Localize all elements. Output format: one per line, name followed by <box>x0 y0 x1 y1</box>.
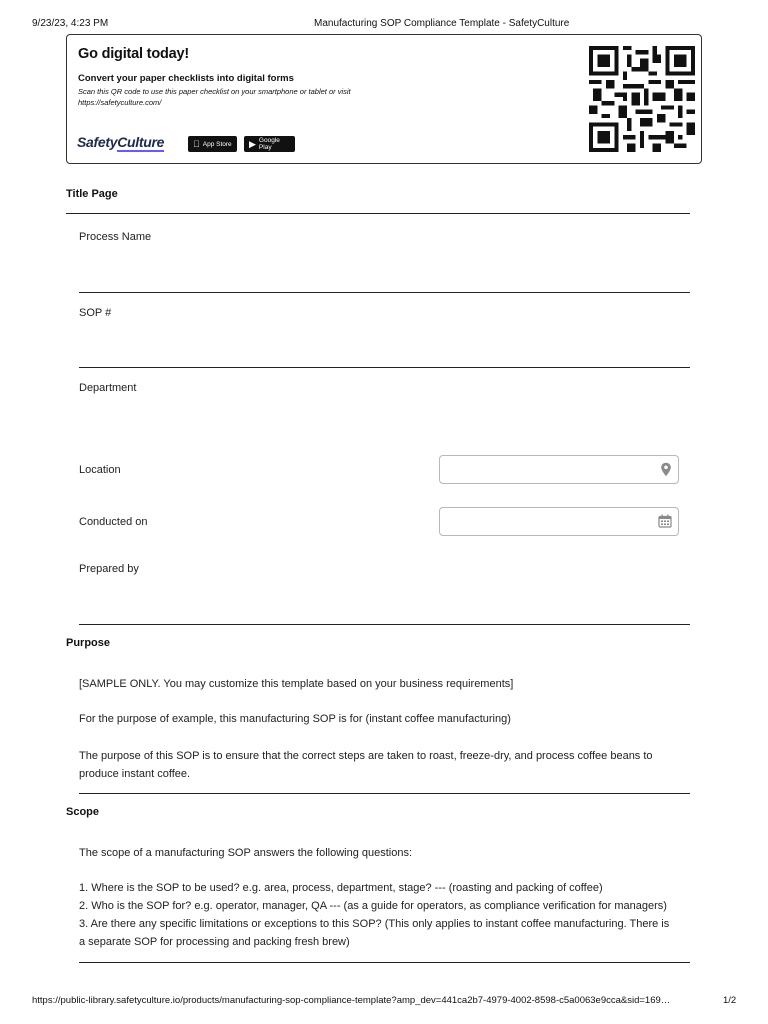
scope-question-2: 2. Who is the SOP for? e.g. operator, manager, QA --- (as a guide for operators, as compliance verification for managers) <box>79 900 667 912</box>
page-title: Manufacturing SOP Compliance Template - SafetyCulture <box>314 18 570 29</box>
conducted-on-label: Conducted on <box>79 516 148 528</box>
purpose-desc-line2: produce instant coffee. <box>79 768 191 780</box>
banner-description <box>78 86 408 108</box>
app-store-badge[interactable] <box>188 136 237 152</box>
prepared-by-label: Prepared by <box>79 563 139 575</box>
purpose-sample-note: [SAMPLE ONLY. You may customize this template based on your business requirements] <box>79 678 514 690</box>
location-field[interactable] <box>439 455 679 484</box>
app-store-label: App Store <box>196 140 225 148</box>
banner-desc-url[interactable]: https://safetyculture.com/ <box>78 98 162 107</box>
purpose-heading: Purpose <box>66 637 111 649</box>
scope-question-3-line1: 3. Are there any specific limitations or exceptions to this SOP? (This only applies to instant coffee manufacturing. There is <box>79 918 670 930</box>
divider <box>66 213 690 214</box>
logo-part2: Culture <box>117 134 165 150</box>
divider <box>79 962 690 963</box>
google-play-label: Google Play <box>258 137 280 151</box>
divider <box>79 793 690 794</box>
qr-code-icon <box>589 44 695 154</box>
prepared-by-line[interactable] <box>79 624 690 625</box>
scope-intro: The scope of a manufacturing SOP answers the following questions: <box>79 847 413 859</box>
location-pin-icon <box>660 462 672 477</box>
page-number: 1/2 <box>723 995 737 1006</box>
play-icon: ▶ <box>249 138 256 149</box>
scope-heading: Scope <box>66 806 100 818</box>
sop-number-label: SOP # <box>79 307 112 319</box>
title-page-heading: Title Page <box>66 188 118 200</box>
sop-number-line[interactable] <box>79 367 690 368</box>
purpose-example: For the purpose of example, this manufacturing SOP is for (instant coffee manufacturing) <box>79 713 511 725</box>
scope-question-3-line2: a separate SOP for processing and packing fresh brew) <box>79 936 350 948</box>
scope-question-1: 1. Where is the SOP to be used? e.g. area, process, department, stage? --- (roasting and packing of coffee) <box>79 882 603 894</box>
banner-subtitle: Convert your paper checklists into digital forms <box>78 73 294 84</box>
safetyculture-logo <box>77 134 164 150</box>
calendar-icon <box>658 514 672 528</box>
go-digital-banner <box>66 34 702 164</box>
location-label: Location <box>79 464 121 476</box>
apple-icon <box>193 139 200 149</box>
purpose-desc-line1: The purpose of this SOP is to ensure that the correct steps are taken to roast, freeze-dry, and process coffee beans to <box>79 750 653 762</box>
google-play-badge[interactable] <box>244 136 295 152</box>
print-datetime: 9/23/23, 4:23 PM <box>32 18 109 29</box>
conducted-on-field[interactable] <box>439 507 679 536</box>
scope-questions <box>79 879 669 951</box>
banner-desc-line1: Scan this QR code to use this paper checklist on your smartphone or tablet or visit <box>78 87 351 96</box>
page-url: https://public-library.safetyculture.io/products/manufacturing-sop-compliance-template?amp_dev=441ca2b7-4979-4002-8598-c5a0063e9cca&sid=169… <box>32 995 671 1006</box>
purpose-description <box>79 747 653 783</box>
process-name-line[interactable] <box>79 292 690 293</box>
banner-title: Go digital today! <box>78 46 189 62</box>
logo-part1: Safety <box>77 134 118 150</box>
department-label: Department <box>79 382 137 394</box>
process-name-label: Process Name <box>79 231 152 243</box>
